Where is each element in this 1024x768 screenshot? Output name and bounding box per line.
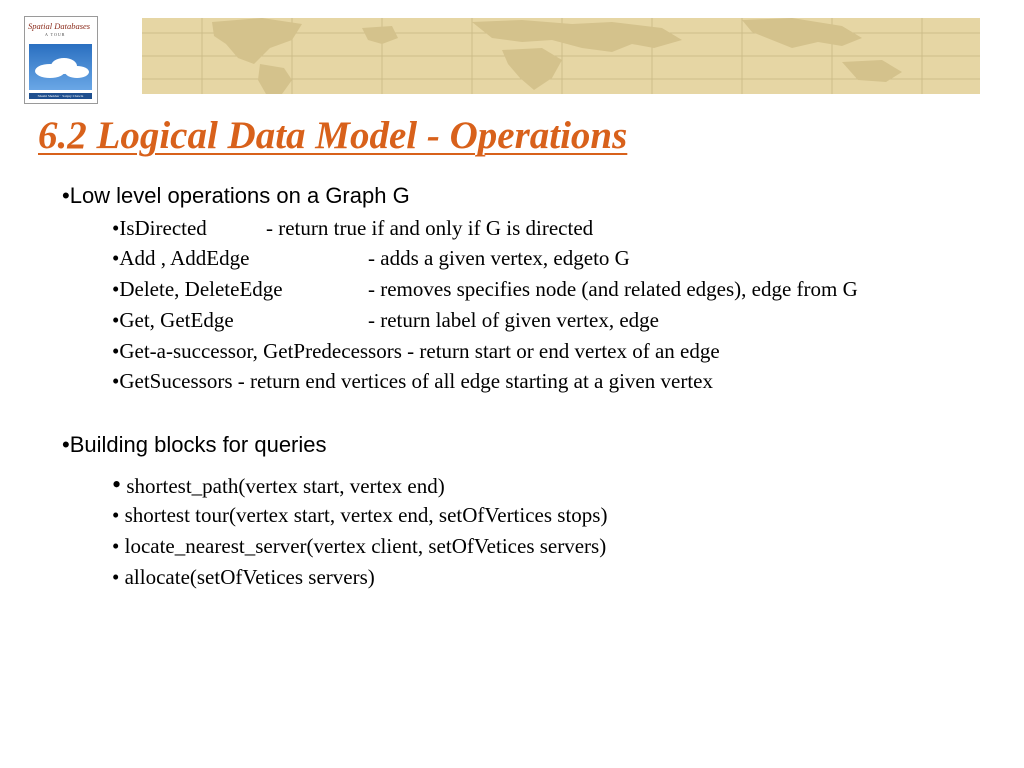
query-signature: allocate(setOfVetices servers) bbox=[124, 565, 375, 589]
operation-name: •Get, GetEdge bbox=[112, 308, 234, 332]
cover-title: Spatial Databases bbox=[28, 21, 91, 31]
cover-subtitle: A TOUR bbox=[45, 32, 66, 37]
operation-name: •GetSucessors - return end vertices of all edge starting at a given vertex bbox=[112, 369, 713, 393]
operation-description: - return label of given vertex, edge bbox=[368, 308, 659, 332]
list-item bbox=[112, 339, 720, 364]
cover-sky-photo bbox=[29, 44, 92, 90]
book-cover-image bbox=[24, 16, 98, 104]
query-signature: shortest tour(vertex start, vertex end, setOfVertices stops) bbox=[124, 503, 608, 527]
list-item bbox=[112, 246, 630, 271]
operation-description: - adds a given vertex, edgeto G bbox=[368, 246, 630, 270]
bullet: • bbox=[112, 565, 120, 589]
slide-title: 6.2 Logical Data Model - Operations bbox=[38, 114, 628, 157]
world-map-graphic bbox=[142, 18, 980, 94]
section-heading-operations: •Low level operations on a Graph G bbox=[62, 183, 410, 208]
list-item bbox=[112, 470, 445, 500]
list-item bbox=[112, 277, 858, 302]
world-map-banner bbox=[142, 18, 980, 94]
operation-description: - removes specifies node (and related edges), edge from G bbox=[368, 277, 858, 301]
list-item bbox=[112, 565, 375, 590]
operation-name: •Delete, DeleteEdge bbox=[112, 277, 283, 301]
list-item bbox=[112, 534, 606, 559]
query-signature: locate_nearest_server(vertex client, setOfVetices servers) bbox=[124, 534, 607, 558]
list-item bbox=[112, 216, 594, 241]
operation-name: •Add , AddEdge bbox=[112, 246, 250, 270]
cover-authors: Shashi Shekhar · Sanjay Chawla bbox=[29, 93, 92, 99]
list-item bbox=[112, 308, 659, 333]
bullet: • bbox=[112, 470, 122, 499]
query-signature: shortest_path(vertex start, vertex end) bbox=[126, 474, 445, 498]
operation-name: •IsDirected bbox=[112, 216, 207, 240]
list-item bbox=[112, 369, 713, 394]
operation-name: •Get-a-successor, GetPredecessors - return start or end vertex of an edge bbox=[112, 339, 720, 363]
list-item bbox=[112, 503, 607, 528]
section-heading-building-blocks: •Building blocks for queries bbox=[62, 432, 327, 457]
operation-description: - return true if and only if G is directed bbox=[266, 216, 594, 240]
bullet: • bbox=[112, 503, 120, 527]
bullet: • bbox=[112, 534, 120, 558]
